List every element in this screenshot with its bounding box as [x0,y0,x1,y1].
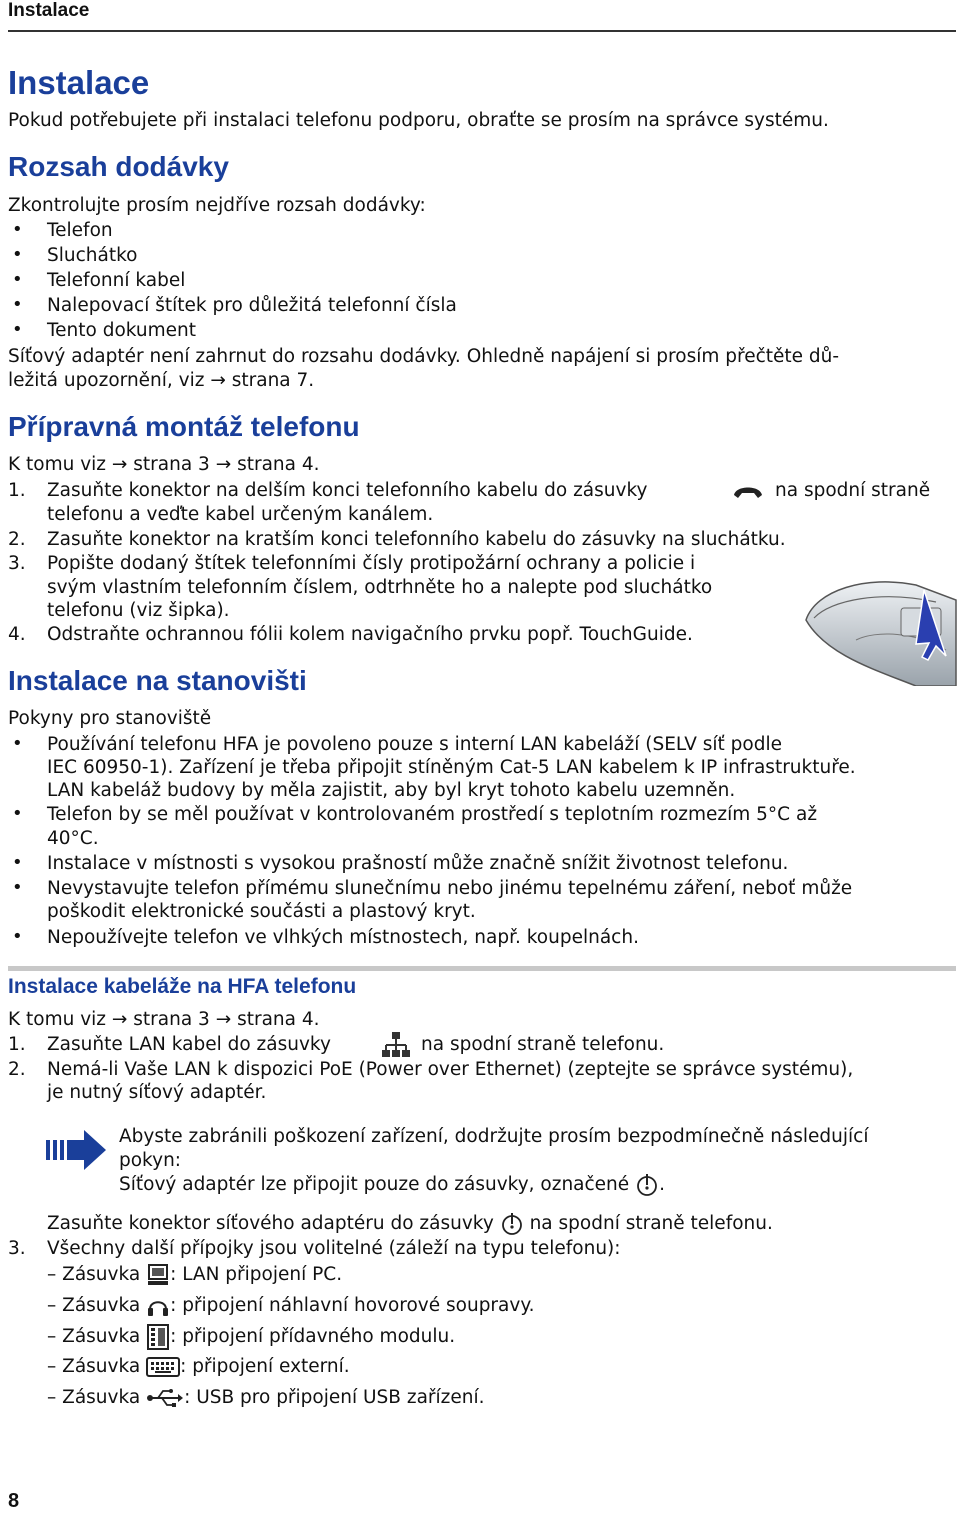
location-bullet-2-line2: 40°C. [47,828,99,849]
pc-icon [146,1263,170,1287]
location-bullet-1-line2: IEC 60950-1). Zařízení je třeba připojit stíněným Cat-5 LAN kabelem k IP infrastruktuře. [47,757,856,778]
port-dash: – [47,1326,57,1347]
power-socket-icon [635,1173,659,1197]
prep-step-3-line2: svým vlastním telefonním číslem, odtrhněte ho a nalepte pod sluchátko [47,577,713,598]
port-dash: – [47,1264,57,1285]
bullet-dot: • [12,319,23,340]
bullet-dot: • [12,219,23,240]
cabling-step-2-line2: je nutný síťový adaptér. [47,1082,267,1103]
port-label: Zásuvka [62,1387,141,1408]
headset-icon [146,1294,170,1318]
page-title: Instalace [8,64,150,101]
port-desc: : připojení náhlavní hovorové soupravy. [170,1295,535,1316]
location-bullet-1-line1: Používání telefonu HFA je povoleno pouze s interní LAN kabeláží (SELV síť podle [47,734,782,755]
prep-ref: K tomu viz → strana 3 → strana 4. [8,454,320,475]
port-item-keyboard [47,1355,350,1379]
location-bullet-1-line3: LAN kabeláž budovy by měla zajistit, aby byl kryt tohoto kabelu uzemněn. [47,780,736,801]
power-connect-text: Zasuňte konektor síťového adaptéru do zásuvky [47,1213,494,1234]
location-bullet-4-line1: Nevystavujte telefon přímému slunečnímu nebo jinému tepelnému záření, neboť může [47,878,853,899]
warning-line3 [119,1173,665,1197]
scope-item: Telefon [47,220,113,241]
cabling-step-1-suffix: na spodní straně telefonu. [421,1034,665,1055]
port-label: Zásuvka [62,1295,141,1316]
step-number: 1. [8,480,26,501]
header-rule [8,30,956,32]
bullet-dot: • [12,733,23,754]
usb-icon [146,1387,184,1409]
step-number: 2. [8,1059,26,1080]
scope-item: Tento dokument [47,320,197,341]
handset-socket-icon [732,483,764,501]
bullet-dot: • [12,294,23,315]
intro-text: Pokud potřebujete při instalaci telefonu podporu, obraťte se prosím na správce systému. [8,110,829,131]
page-number: 8 [8,1490,20,1512]
port-label: Zásuvka [62,1326,141,1347]
location-bullet-5: Nepoužívejte telefon ve vlhkých místnostech, např. koupelnách. [47,927,639,948]
location-bullet-4-line2: poškodit elektronické součásti a plastový kryt. [47,901,476,922]
prep-step-2: Zasuňte konektor na kratším konci telefonního kabelu do zásuvky na sluchátku. [47,529,786,550]
cabling-ref: K tomu viz → strana 3 → strana 4. [8,1009,320,1030]
module-icon [146,1324,170,1350]
step-number: 4. [8,624,26,645]
bullet-dot: • [12,877,23,898]
prep-step-1-suffix: na spodní straně [775,480,931,501]
section-divider [8,966,956,971]
location-bullet-3: Instalace v místnosti s vysokou prašností může značně snížit životnost telefonu. [47,853,789,874]
keyboard-icon [146,1356,180,1378]
power-connect-suffix: na spodní straně telefonu. [529,1213,773,1234]
bullet-dot: • [12,926,23,947]
running-header: Instalace [8,0,90,21]
cabling-step-3: Všechny další přípojky jsou volitelné (záleží na typu telefonu): [47,1238,621,1259]
step-number: 3. [8,1238,26,1259]
warning-line1: Abyste zabránili poškození zařízení, dodržujte prosím bezpodmínečně následující [119,1126,869,1147]
port-dash: – [47,1295,57,1316]
phone-handset-illustration [796,560,958,686]
cabling-step-2-line1: Nemá-li Vaše LAN k dispozici PoE (Power over Ethernet) (zeptejte se správce systému), [47,1059,854,1080]
step-number: 1. [8,1034,26,1055]
bullet-dot: • [12,269,23,290]
step-number: 2. [8,529,26,550]
section-heading-scope: Rozsah dodávky [8,151,229,182]
step-number: 3. [8,553,26,574]
port-desc: : USB pro připojení USB zařízení. [184,1387,485,1408]
prep-step-3-line3: telefonu (viz šipka). [47,600,230,621]
port-desc: : LAN připojení PC. [170,1264,343,1285]
bullet-dot: • [12,244,23,265]
prep-step-3-line1: Popište dodaný štítek telefonními čísly protipožární ochrany a policie i [47,553,696,574]
scope-item: Telefonní kabel [47,270,186,291]
prep-step-4: Odstraňte ochrannou fólii kolem navigačního prvku popř. TouchGuide. [47,624,693,645]
bullet-dot: • [12,803,23,824]
location-bullet-2-line1: Telefon by se měl používat v kontrolovaném prostředí s teplotním rozmezím 5°C až [47,804,818,825]
section-heading-location: Instalace na stanovišti [8,665,307,696]
scope-item: Sluchátko [47,245,138,266]
power-socket-icon [500,1212,524,1236]
port-desc: : připojení externí. [180,1356,350,1377]
prep-step-1-line1: Zasuňte konektor na delším konci telefonního kabelu do zásuvky [47,480,648,501]
prep-step-1-line2: telefonu a veďte kabel určeným kanálem. [47,504,434,525]
warning-arrow-icon [46,1128,108,1172]
warning-line2: pokyn: [119,1150,182,1171]
port-item-usb [47,1386,485,1410]
section-heading-prep: Přípravná montáž telefonu [8,411,360,442]
scope-note-line1: Síťový adaptér není zahrnut do rozsahu dodávky. Ohledně napájení si prosím přečtěte dů- [8,346,840,367]
port-label: Zásuvka [62,1264,141,1285]
port-item-headset [47,1294,535,1318]
location-lead: Pokyny pro stanoviště [8,708,212,729]
section-heading-cabling: Instalace kabeláže na HFA telefonu [8,975,357,998]
power-connect-line [47,1212,773,1236]
cabling-step-1-text: Zasuňte LAN kabel do zásuvky [47,1034,331,1055]
port-dash: – [47,1356,57,1377]
port-desc: : připojení přídavného modulu. [170,1326,456,1347]
scope-note-line2: ležitá upozornění, viz → strana 7. [8,370,315,391]
port-item-module [47,1324,455,1350]
lan-network-icon [381,1031,411,1059]
port-item-pc [47,1263,342,1287]
port-dash: – [47,1387,57,1408]
scope-item: Nalepovací štítek pro důležitá telefonní čísla [47,295,457,316]
scope-lead: Zkontrolujte prosím nejdříve rozsah dodávky: [8,195,426,216]
warning-line3-end: . [659,1174,665,1195]
port-label: Zásuvka [62,1356,141,1377]
warning-line3-text: Síťový adaptér lze připojit pouze do zásuvky, označené [119,1174,630,1195]
bullet-dot: • [12,852,23,873]
